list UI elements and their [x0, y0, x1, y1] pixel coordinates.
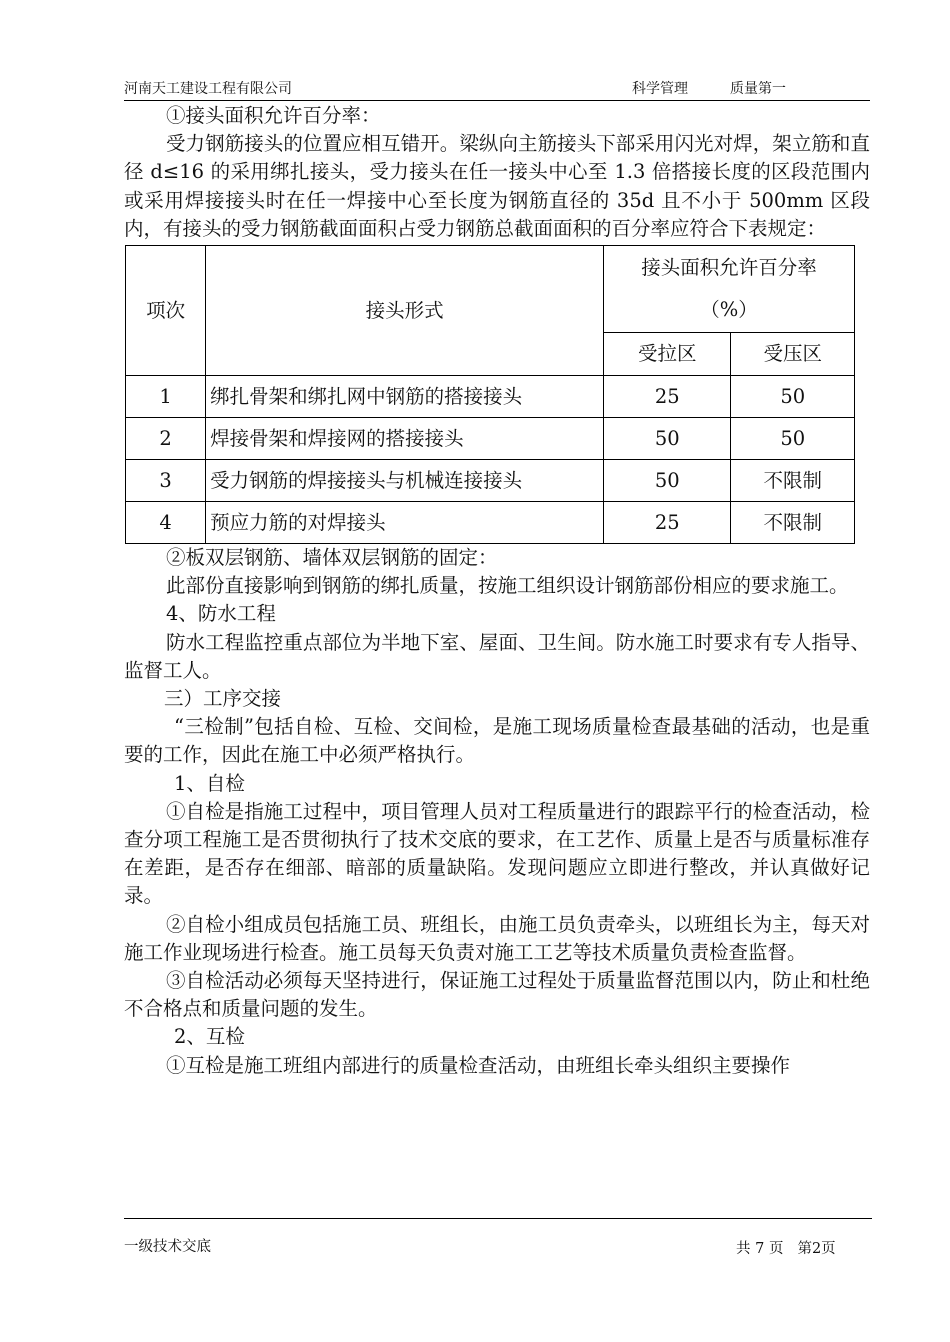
page-header: [124, 80, 870, 101]
table-row: [126, 460, 855, 502]
heading-self-check: 1、自检: [174, 771, 245, 795]
paragraph-self-check-3: ③自检活动必须每天坚持进行，保证施工过程处于质量监督范围以内，防止和杜绝不合格点和质量问题的发生。: [124, 969, 870, 1021]
table-row: [126, 376, 855, 418]
heading-mutual-check: 2、互检: [174, 1025, 245, 1049]
table-cell-form: 焊接骨架和焊接网的搭接接头: [206, 418, 604, 460]
table-cell-index: 1: [126, 376, 206, 418]
footer-divider: [124, 1218, 872, 1219]
table-header-index: 项次: [126, 246, 206, 376]
table-header-form: 接头形式: [206, 246, 604, 376]
paragraph-mutual-check-1: ①互检是施工班组内部进行的质量检查活动，由班组长牵头组织主要操作: [166, 1053, 791, 1077]
paragraph-self-check-2: ②自检小组成员包括施工员、班组长，由施工员负责牵头，以班组长为主，每天对施工作业现场进行检查。施工员每天负责对施工工艺等技术质量负责检查监督。: [124, 912, 870, 964]
table-cell-index: 2: [126, 418, 206, 460]
paragraph-joint-requirements: 受力钢筋接头的位置应相互错开。梁纵向主筋接头下部采用闪光对焊，架立筋和直径 d≤16 的采用绑扎接头，受力接头在任一接头中心至 1.3 倍搭接长度的区段范围内或采用焊接接头时在任一焊接中心至长度为钢筋直径的 35d 且不小于 500mm 区段内，有接头的受力钢筋截面面积占受力钢筋总截面面积的百分率应符合下表规定：: [124, 132, 870, 240]
footer-document-type: 一级技术交底: [124, 1239, 211, 1255]
table-cell-tension: 25: [604, 502, 731, 544]
table-cell-form: 绑扎骨架和绑扎网中钢筋的搭接接头: [206, 376, 604, 418]
table-cell-index: 4: [126, 502, 206, 544]
table-cell-tension: 50: [604, 460, 731, 502]
document-body: [124, 102, 870, 1080]
footer-pagination: [736, 1237, 850, 1258]
paragraph-waterproofing: 防水工程监控重点部位为半地下室、屋面、卫生间。防水施工时要求有专人指导、监督工人。: [124, 630, 870, 682]
section-joint-area: ①接头面积允许百分率：: [166, 104, 381, 127]
table-row: [126, 418, 855, 460]
header-slogan-quality: 质量第一: [730, 81, 786, 97]
table-cell-form: 预应力筋的对焊接头: [206, 502, 604, 544]
table-header-percentage-title: 接头面积允许百分率: [641, 256, 817, 280]
table-cell-compression: 50: [731, 376, 855, 418]
table-cell-form: 受力钢筋的焊接接头与机械连接接头: [206, 460, 604, 502]
footer-current-page: 第2页: [797, 1241, 836, 1257]
paragraph-double-layer-rebar: 此部份直接影响到钢筋的绑扎质量，按施工组织设计钢筋部份相应的要求施工。: [166, 574, 849, 598]
table-row: [126, 502, 855, 544]
table-header-tension: 受拉区: [604, 333, 731, 376]
table-cell-compression: 50: [731, 418, 855, 460]
heading-waterproofing: 4、防水工程: [166, 602, 276, 626]
table-cell-index: 3: [126, 460, 206, 502]
table-cell-tension: 25: [604, 376, 731, 418]
footer-total-pages: 共 7 页: [736, 1241, 784, 1257]
table-header-compression: 受压区: [731, 333, 855, 376]
table-header-percentage-unit: （%）: [700, 298, 758, 322]
header-slogan-management: 科学管理: [632, 81, 688, 97]
table-cell-compression: 不限制: [731, 502, 855, 544]
heading-process-handover: 三）工序交接: [164, 687, 282, 711]
table-cell-compression: 不限制: [731, 460, 855, 502]
table-header-percentage: [604, 246, 855, 333]
paragraph-self-check-1: ①自检是指施工过程中，项目管理人员对工程质量进行的跟踪平行的检查活动，检查分项工程施工是否贯彻执行了技术交底的要求，在工艺作、质量上是否与质量标准存在差距，是否存在细部、暗部的质量缺陷。发现问题应立即进行整改，并认真做好记录。: [124, 799, 870, 908]
paragraph-three-checks: “三检制”包括自检、互检、交间检，是施工现场质量检查最基础的活动，也是重要的工作，因此在施工中必须严格执行。: [124, 715, 870, 767]
joint-percentage-table: [125, 245, 855, 544]
section-double-layer-rebar: ②板双层钢筋、墙体双层钢筋的固定：: [166, 546, 498, 570]
table-cell-tension: 50: [604, 418, 731, 460]
company-name: 河南天工建设工程有限公司: [124, 81, 292, 97]
